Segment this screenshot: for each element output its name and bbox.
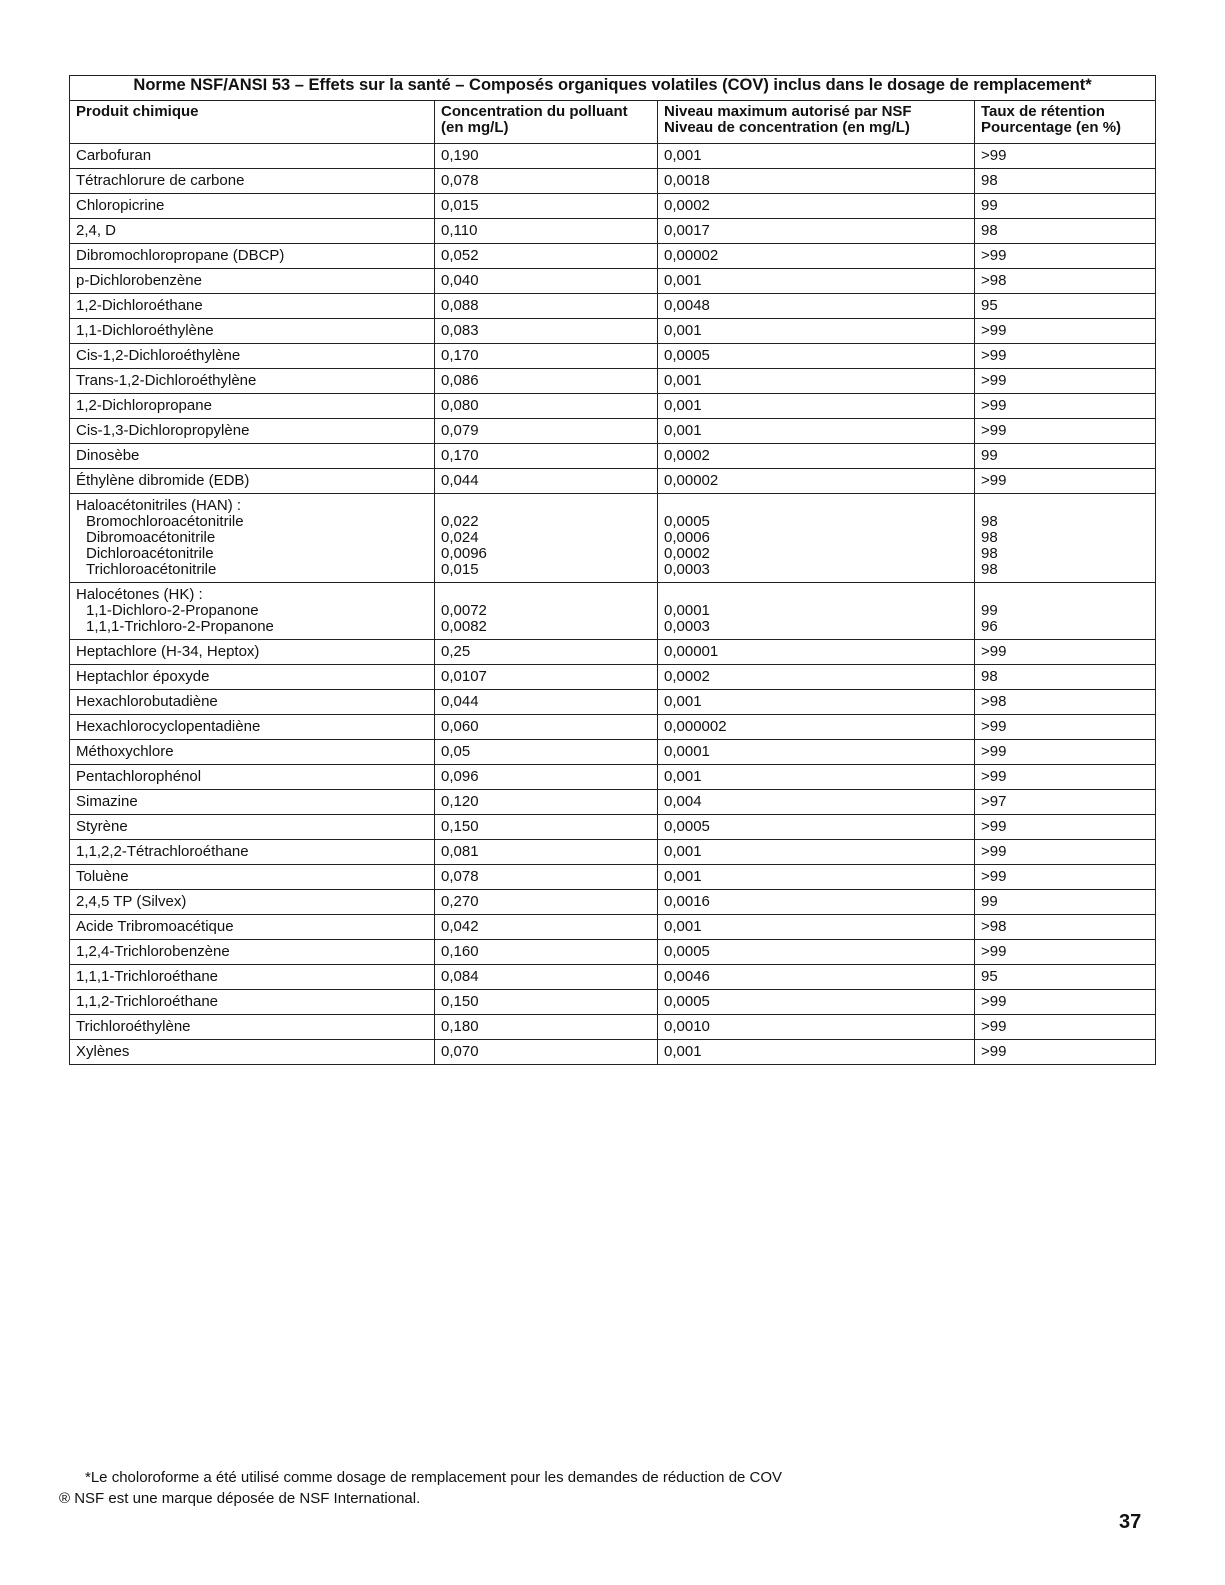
hk-chemicals-cell bbox=[70, 583, 435, 640]
max-level-cell: 0,001 bbox=[658, 1040, 975, 1065]
table-row bbox=[70, 344, 1156, 369]
influent-cell: 0,270 bbox=[435, 890, 658, 915]
max-level-cell: 0,001 bbox=[658, 765, 975, 790]
max-level-cell: 0,001 bbox=[658, 865, 975, 890]
reduction-cell: >98 bbox=[975, 915, 1156, 940]
reduction-cell: 99 bbox=[975, 194, 1156, 219]
hk-group-label: Halocétones (HK) : bbox=[76, 586, 203, 603]
influent-cell: 0,180 bbox=[435, 1015, 658, 1040]
influent-cell: 0,060 bbox=[435, 715, 658, 740]
table-row bbox=[70, 394, 1156, 419]
table-row bbox=[70, 144, 1156, 169]
chemical-cell: Pentachlorophénol bbox=[70, 765, 435, 790]
reduction-cell: >99 bbox=[975, 1040, 1156, 1065]
influent-cell: 0,190 bbox=[435, 144, 658, 169]
chemical-cell: 1,1,2,2-Tétrachloroéthane bbox=[70, 840, 435, 865]
reduction-cell: >99 bbox=[975, 394, 1156, 419]
table-row bbox=[70, 790, 1156, 815]
table-row bbox=[70, 469, 1156, 494]
max-level-cell: 0,0046 bbox=[658, 965, 975, 990]
voc-reduction-table bbox=[69, 75, 1156, 1065]
chemical-cell: Acide Tribromoacétique bbox=[70, 915, 435, 940]
reduction-cell: >99 bbox=[975, 244, 1156, 269]
max-level-cell: 0,0005 bbox=[658, 815, 975, 840]
influent-cell: 0,040 bbox=[435, 269, 658, 294]
influent-cell: 0,110 bbox=[435, 219, 658, 244]
max-level-cell: 0,0001 bbox=[658, 740, 975, 765]
reduction-cell: >99 bbox=[975, 940, 1156, 965]
table-row bbox=[70, 1040, 1156, 1065]
table-row bbox=[70, 294, 1156, 319]
chemical-cell: Trichloroéthylène bbox=[70, 1015, 435, 1040]
chemical-cell: Hexachlorocyclopentadiène bbox=[70, 715, 435, 740]
header-chemical: Produit chimique bbox=[70, 101, 435, 144]
reduction-cell: >99 bbox=[975, 765, 1156, 790]
table-row bbox=[70, 419, 1156, 444]
surrogate-footnote: *Le choloroforme a été utilisé comme dosage de remplacement pour les demandes de réduction de COV bbox=[85, 1469, 783, 1486]
max-level-cell: 0,001 bbox=[658, 144, 975, 169]
reduction-cell: 98 bbox=[975, 665, 1156, 690]
table-row bbox=[70, 244, 1156, 269]
max-level-cell: 0,001 bbox=[658, 915, 975, 940]
reduction-cell: >99 bbox=[975, 740, 1156, 765]
hk-reduction-cell: 99 96 bbox=[975, 583, 1156, 640]
max-level-cell: 0,0005 bbox=[658, 990, 975, 1015]
chemical-cell: Éthylène dibromide (EDB) bbox=[70, 469, 435, 494]
influent-cell: 0,052 bbox=[435, 244, 658, 269]
han-item-name: Dibromoacétonitrile bbox=[86, 529, 216, 546]
hk-max-cell: 0,0001 0,0003 bbox=[658, 583, 975, 640]
chemical-cell: 2,4, D bbox=[70, 219, 435, 244]
influent-cell: 0,096 bbox=[435, 765, 658, 790]
max-level-cell: 0,0002 bbox=[658, 665, 975, 690]
influent-cell: 0,25 bbox=[435, 640, 658, 665]
table-row bbox=[70, 319, 1156, 344]
max-level-cell: 0,0018 bbox=[658, 169, 975, 194]
reduction-cell: >98 bbox=[975, 269, 1156, 294]
chemical-cell: Toluène bbox=[70, 865, 435, 890]
max-level-cell: 0,00001 bbox=[658, 640, 975, 665]
table-row bbox=[70, 965, 1156, 990]
reduction-cell: 98 bbox=[975, 169, 1156, 194]
group-haloacetonitriles bbox=[70, 494, 1156, 583]
reduction-cell: 99 bbox=[975, 444, 1156, 469]
max-level-cell: 0,001 bbox=[658, 319, 975, 344]
max-level-cell: 0,0005 bbox=[658, 940, 975, 965]
table-row bbox=[70, 915, 1156, 940]
table-row bbox=[70, 219, 1156, 244]
reduction-cell: >99 bbox=[975, 469, 1156, 494]
table-row bbox=[70, 990, 1156, 1015]
max-level-cell: 0,000002 bbox=[658, 715, 975, 740]
han-group-label: Haloacétonitriles (HAN) : bbox=[76, 497, 242, 514]
influent-cell: 0,042 bbox=[435, 915, 658, 940]
influent-cell: 0,0107 bbox=[435, 665, 658, 690]
chemical-cell: 2,4,5 TP (Silvex) bbox=[70, 890, 435, 915]
max-level-cell: 0,0002 bbox=[658, 444, 975, 469]
reduction-cell: 95 bbox=[975, 294, 1156, 319]
table-row bbox=[70, 740, 1156, 765]
reduction-cell: >99 bbox=[975, 840, 1156, 865]
table-row bbox=[70, 865, 1156, 890]
chemical-cell: 1,1,1-Trichloroéthane bbox=[70, 965, 435, 990]
table-row bbox=[70, 640, 1156, 665]
reduction-cell: >99 bbox=[975, 144, 1156, 169]
influent-cell: 0,150 bbox=[435, 990, 658, 1015]
chemical-cell: Tétrachlorure de carbone bbox=[70, 169, 435, 194]
max-level-cell: 0,0002 bbox=[658, 194, 975, 219]
chemical-cell: Dinosèbe bbox=[70, 444, 435, 469]
table-row-han bbox=[70, 494, 1156, 583]
reduction-cell: >99 bbox=[975, 715, 1156, 740]
reduction-cell: >99 bbox=[975, 815, 1156, 840]
influent-cell: 0,044 bbox=[435, 690, 658, 715]
table-row bbox=[70, 690, 1156, 715]
table-row bbox=[70, 840, 1156, 865]
influent-cell: 0,070 bbox=[435, 1040, 658, 1065]
table-body-b bbox=[70, 640, 1156, 1065]
han-max-cell: 0,0005 0,0006 0,0002 0,0003 bbox=[658, 494, 975, 583]
hk-influent-cell: 0,0072 0,0082 bbox=[435, 583, 658, 640]
max-level-cell: 0,001 bbox=[658, 394, 975, 419]
trademark-footnote: ® NSF est une marque déposée de NSF International. bbox=[59, 1490, 421, 1507]
chemical-cell: Carbofuran bbox=[70, 144, 435, 169]
chemical-cell: Heptachlore (H-34, Heptox) bbox=[70, 640, 435, 665]
table-row bbox=[70, 1015, 1156, 1040]
table-row bbox=[70, 369, 1156, 394]
table-title: Norme NSF/ANSI 53 – Effets sur la santé – Composés organiques volatiles (COV) inclus dans le dosage de remplacement* bbox=[70, 76, 1156, 101]
chemical-cell: p-Dichlorobenzène bbox=[70, 269, 435, 294]
table-body-a bbox=[70, 144, 1156, 494]
influent-cell: 0,160 bbox=[435, 940, 658, 965]
chemical-cell: Hexachlorobutadiène bbox=[70, 690, 435, 715]
chemical-cell: Chloropicrine bbox=[70, 194, 435, 219]
chemical-cell: Cis-1,3-Dichloropropylène bbox=[70, 419, 435, 444]
chemical-cell: 1,1,2-Trichloroéthane bbox=[70, 990, 435, 1015]
chemical-cell: 1,2,4-Trichlorobenzène bbox=[70, 940, 435, 965]
table-row bbox=[70, 890, 1156, 915]
reduction-cell: 95 bbox=[975, 965, 1156, 990]
chemical-cell: Styrène bbox=[70, 815, 435, 840]
influent-cell: 0,05 bbox=[435, 740, 658, 765]
hk-item-name: 1,1,1-Trichloro-2-Propanone bbox=[86, 618, 274, 635]
header-influent-concentration: Concentration du polluant (en mg/L) bbox=[435, 101, 658, 144]
reduction-cell: >99 bbox=[975, 640, 1156, 665]
reduction-cell: 99 bbox=[975, 890, 1156, 915]
max-level-cell: 0,001 bbox=[658, 269, 975, 294]
header-max-product-water-level: Niveau maximum autorisé par NSF Niveau de concentration (en mg/L) bbox=[658, 101, 975, 144]
influent-cell: 0,170 bbox=[435, 444, 658, 469]
reduction-cell: >99 bbox=[975, 369, 1156, 394]
influent-cell: 0,078 bbox=[435, 169, 658, 194]
group-haloketones bbox=[70, 583, 1156, 640]
influent-cell: 0,044 bbox=[435, 469, 658, 494]
han-chemicals-cell bbox=[70, 494, 435, 583]
influent-cell: 0,015 bbox=[435, 194, 658, 219]
max-level-cell: 0,0016 bbox=[658, 890, 975, 915]
influent-cell: 0,088 bbox=[435, 294, 658, 319]
han-influent-cell: 0,022 0,024 0,0096 0,015 bbox=[435, 494, 658, 583]
max-level-cell: 0,0048 bbox=[658, 294, 975, 319]
chemical-cell: 1,2-Dichloropropane bbox=[70, 394, 435, 419]
chemical-cell: Méthoxychlore bbox=[70, 740, 435, 765]
chemical-cell: Cis-1,2-Dichloroéthylène bbox=[70, 344, 435, 369]
max-level-cell: 0,001 bbox=[658, 419, 975, 444]
reduction-cell: >99 bbox=[975, 865, 1156, 890]
table-row-hk bbox=[70, 583, 1156, 640]
max-level-cell: 0,001 bbox=[658, 840, 975, 865]
reduction-cell: >99 bbox=[975, 344, 1156, 369]
reduction-cell: 98 bbox=[975, 219, 1156, 244]
table-row bbox=[70, 815, 1156, 840]
page-number: 37 bbox=[1119, 1511, 1142, 1533]
reduction-cell: >99 bbox=[975, 419, 1156, 444]
table-row bbox=[70, 444, 1156, 469]
max-level-cell: 0,0017 bbox=[658, 219, 975, 244]
max-level-cell: 0,0005 bbox=[658, 344, 975, 369]
table-row bbox=[70, 765, 1156, 790]
table-row bbox=[70, 940, 1156, 965]
chemical-cell: Heptachlor époxyde bbox=[70, 665, 435, 690]
influent-cell: 0,086 bbox=[435, 369, 658, 394]
max-level-cell: 0,001 bbox=[658, 369, 975, 394]
max-level-cell: 0,001 bbox=[658, 690, 975, 715]
reduction-cell: >98 bbox=[975, 690, 1156, 715]
han-reduction-cell: 98 98 98 98 bbox=[975, 494, 1156, 583]
chemical-cell: 1,2-Dichloroéthane bbox=[70, 294, 435, 319]
hk-item-name: 1,1-Dichloro-2-Propanone bbox=[86, 602, 259, 619]
header-percent-reduction: Taux de rétention Pourcentage (en %) bbox=[975, 101, 1156, 144]
chemical-cell: Simazine bbox=[70, 790, 435, 815]
reduction-cell: >99 bbox=[975, 319, 1156, 344]
han-item-name: Dichloroacétonitrile bbox=[86, 545, 214, 562]
influent-cell: 0,079 bbox=[435, 419, 658, 444]
chemical-cell: Trans-1,2-Dichloroéthylène bbox=[70, 369, 435, 394]
max-level-cell: 0,00002 bbox=[658, 244, 975, 269]
reduction-cell: >99 bbox=[975, 1015, 1156, 1040]
influent-cell: 0,083 bbox=[435, 319, 658, 344]
influent-cell: 0,081 bbox=[435, 840, 658, 865]
chemical-cell: Dibromochloropropane (DBCP) bbox=[70, 244, 435, 269]
reduction-cell: >99 bbox=[975, 990, 1156, 1015]
influent-cell: 0,078 bbox=[435, 865, 658, 890]
max-level-cell: 0,004 bbox=[658, 790, 975, 815]
table-row bbox=[70, 194, 1156, 219]
chemical-cell: Xylènes bbox=[70, 1040, 435, 1065]
table-row bbox=[70, 715, 1156, 740]
influent-cell: 0,150 bbox=[435, 815, 658, 840]
reduction-cell: >97 bbox=[975, 790, 1156, 815]
influent-cell: 0,084 bbox=[435, 965, 658, 990]
influent-cell: 0,170 bbox=[435, 344, 658, 369]
han-item-name: Bromochloroacétonitrile bbox=[86, 513, 244, 530]
influent-cell: 0,080 bbox=[435, 394, 658, 419]
max-level-cell: 0,00002 bbox=[658, 469, 975, 494]
table-row bbox=[70, 665, 1156, 690]
chemical-cell: 1,1-Dichloroéthylène bbox=[70, 319, 435, 344]
max-level-cell: 0,0010 bbox=[658, 1015, 975, 1040]
table-row bbox=[70, 269, 1156, 294]
table-row bbox=[70, 169, 1156, 194]
han-item-name: Trichloroacétonitrile bbox=[86, 561, 217, 578]
influent-cell: 0,120 bbox=[435, 790, 658, 815]
